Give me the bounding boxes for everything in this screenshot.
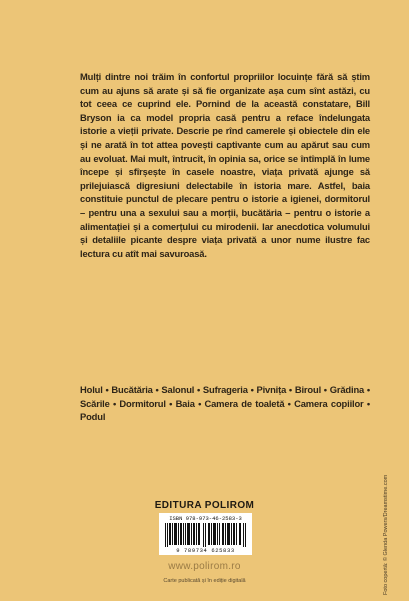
photo-credit: Foto copertă: © Glenda Powers/Dreamstime.com: [383, 474, 389, 595]
publisher-website: www.polirom.ro: [168, 561, 241, 572]
publisher-name: EDITURA POLIROM: [154, 500, 255, 511]
isbn-text: ISBN 978-973-46-2583-3: [169, 515, 242, 522]
barcode-number: 9 789734 625833: [176, 547, 235, 554]
barcode-label: [159, 513, 252, 555]
barcode-icon: [165, 523, 246, 547]
edition-note: Carte publicată și în ediție digitală: [163, 578, 246, 584]
book-description: Mulți dintre noi trăim în confortul propriilor locuințe fără să știm cum au ajuns să arate și să fie organizate așa cum sînt astăzi, cu tot ceea ce cuprind ele. Pornind de la această constatare, Bill Bryson ia ca model propria casă pentru a reface îndelungata istorie a vieții private. Descrie pe rînd camerele și obiectele din ele și ne arată în tot attea povești captivante cum au apărut sau cum au evoluat. Mai mult, întrucît, în opinia sa, orice se întîmplă în lume începe și sfîrșește în casele noastre, viața privată ajunge să prilejuiască digresiuni delectabile în istoria mare. Astfel, baia constituie punctul de plecare pentru o istorie a igienei, dormitorul – pentru una a sexului sau a morții, bucătăria – pentru o istorie a alimentației și a comerțului cu mirodenii. Iar anecdotica volumului și detaliile picante despre viața privată a unor nume ilustre fac lectura cu atît mai savuroasă.: [80, 71, 370, 259]
chapter-list: Holul • Bucătăria • Salonul • Sufrageria • Pivnița • Biroul • Grădina • Scările • Dormitorul • Baia • Camera de toaletă • Camera copiilor • Podul: [80, 384, 370, 423]
